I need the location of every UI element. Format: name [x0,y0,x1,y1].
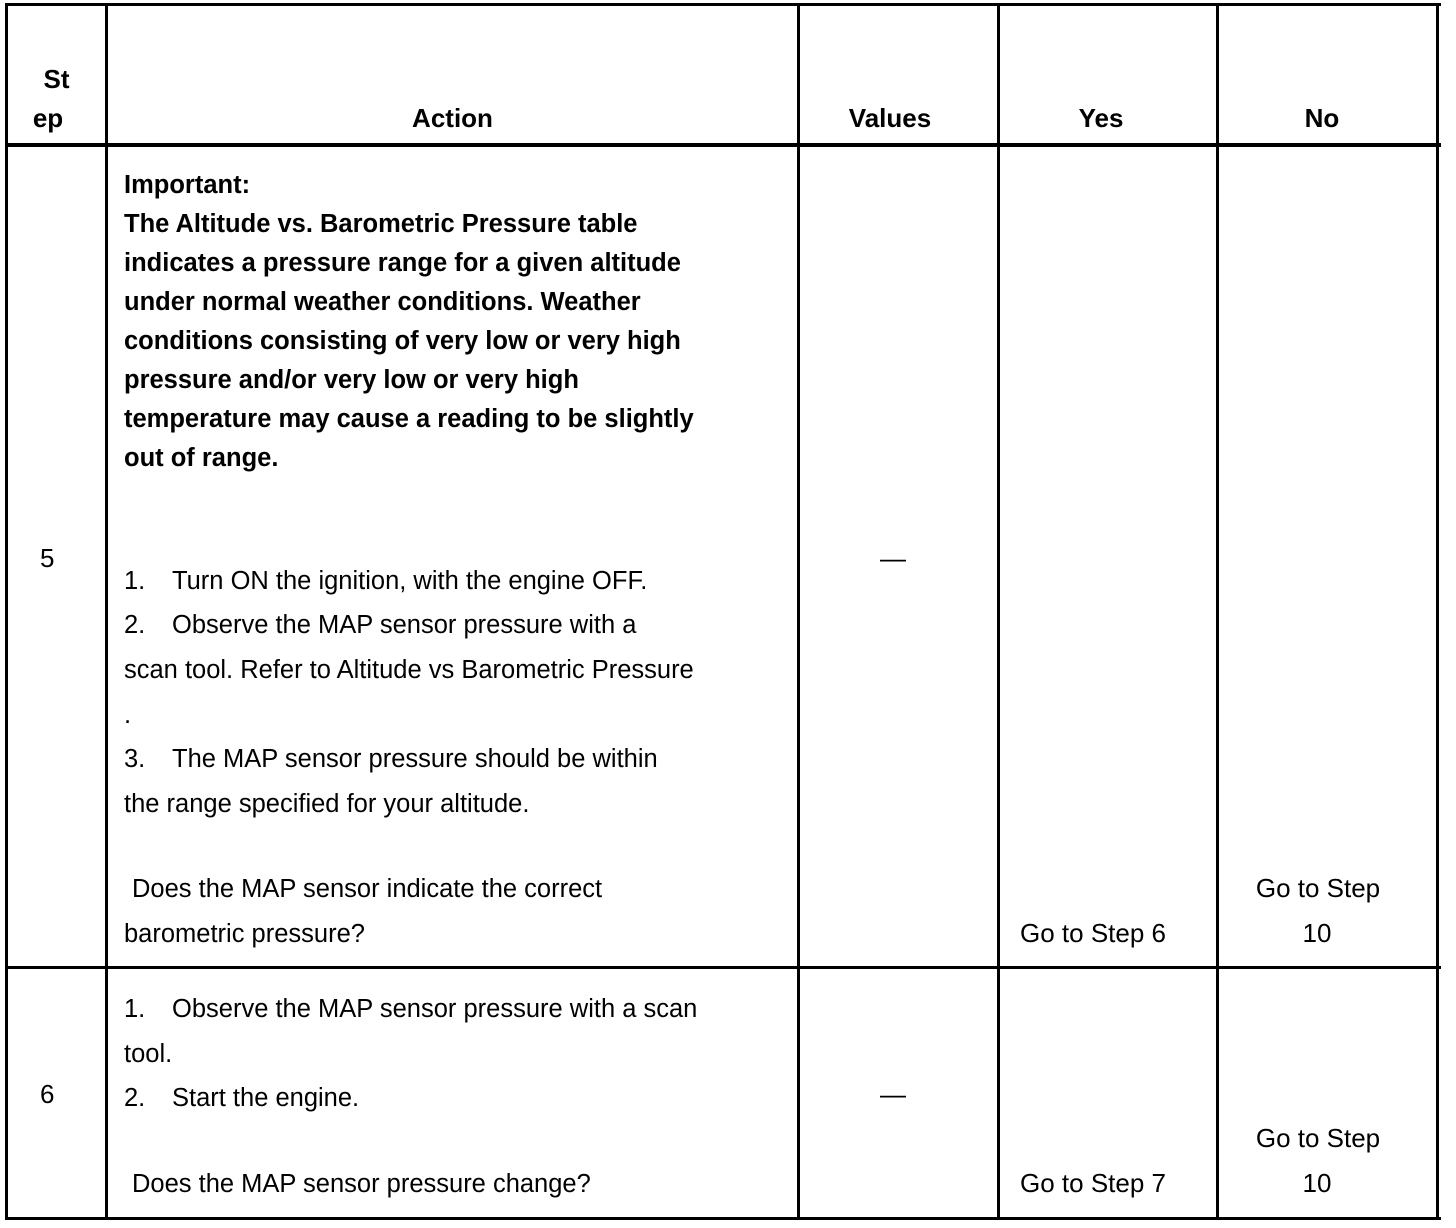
yes-cell: Go to Step 6 [1020,918,1166,948]
list-continuation: scan tool. Refer to Altitude vs Barometric Pressure [124,656,694,684]
list-continuation: . [124,701,132,729]
table-border-top [5,3,1441,6]
list-text: The MAP sensor pressure should be within [172,745,658,773]
yes-cell: Go to Step 7 [1020,1168,1166,1198]
header-step-line1: St [43,64,70,94]
important-line: indicates a pressure range for a given altitude [124,249,681,277]
list-item [124,995,697,1023]
list-number: 1. [124,567,146,595]
important-line: conditions consisting of very low or very high [124,327,681,355]
values-cell: — [880,1079,906,1109]
step-number: 6 [40,1079,55,1109]
header-no: No [1304,103,1340,133]
list-number: 1. [124,995,146,1023]
list-number: 3. [124,745,146,773]
important-line: The Altitude vs. Barometric Pressure table [124,210,638,238]
no-cell-line1: Go to Step [1255,873,1381,903]
header-step-line2: ep [32,103,64,133]
table-border-left [5,3,8,1220]
column-divider-yes [1216,3,1219,1220]
list-text: Observe the MAP sensor pressure with a scan [172,995,698,1023]
list-continuation: tool. [124,1040,173,1068]
important-note [124,166,764,478]
list-number: 2. [124,1084,146,1112]
column-divider-action [797,3,800,1220]
list-continuation: the range specified for your altitude. [124,790,530,818]
table-border-bottom [5,1217,1441,1220]
header-divider [5,143,1441,147]
row-divider [5,966,1441,969]
column-divider-step [105,3,108,1220]
list-item [124,745,658,773]
step-number: 5 [40,543,55,573]
list-item [124,611,636,639]
list-text: Turn ON the ignition, with the engine OFF. [172,567,648,595]
important-line: temperature may cause a reading to be slightly [124,405,694,433]
question-text: Does the MAP sensor indicate the correct [132,875,603,903]
important-line: under normal weather conditions. Weather [124,288,641,316]
no-cell-line1: Go to Step [1255,1123,1381,1153]
list-text: Start the engine. [172,1084,360,1112]
important-line: out of range. [124,444,279,472]
important-label: Important: [124,171,251,199]
no-cell-line2: 10 [1302,1168,1332,1198]
list-text: Observe the MAP sensor pressure with a [172,611,637,639]
list-number: 2. [124,611,146,639]
header-values: Values [848,103,932,133]
values-cell: — [880,543,906,573]
header-action: Action [412,103,493,133]
question-text: Does the MAP sensor pressure change? [132,1170,591,1198]
list-item [124,1084,359,1112]
table-border-right [1436,3,1439,1220]
important-line: pressure and/or very low or very high [124,366,579,394]
header-yes: Yes [1078,103,1124,133]
question-text: barometric pressure? [124,920,365,948]
column-divider-values [997,3,1000,1220]
no-cell-line2: 10 [1302,918,1332,948]
list-item [124,567,647,595]
